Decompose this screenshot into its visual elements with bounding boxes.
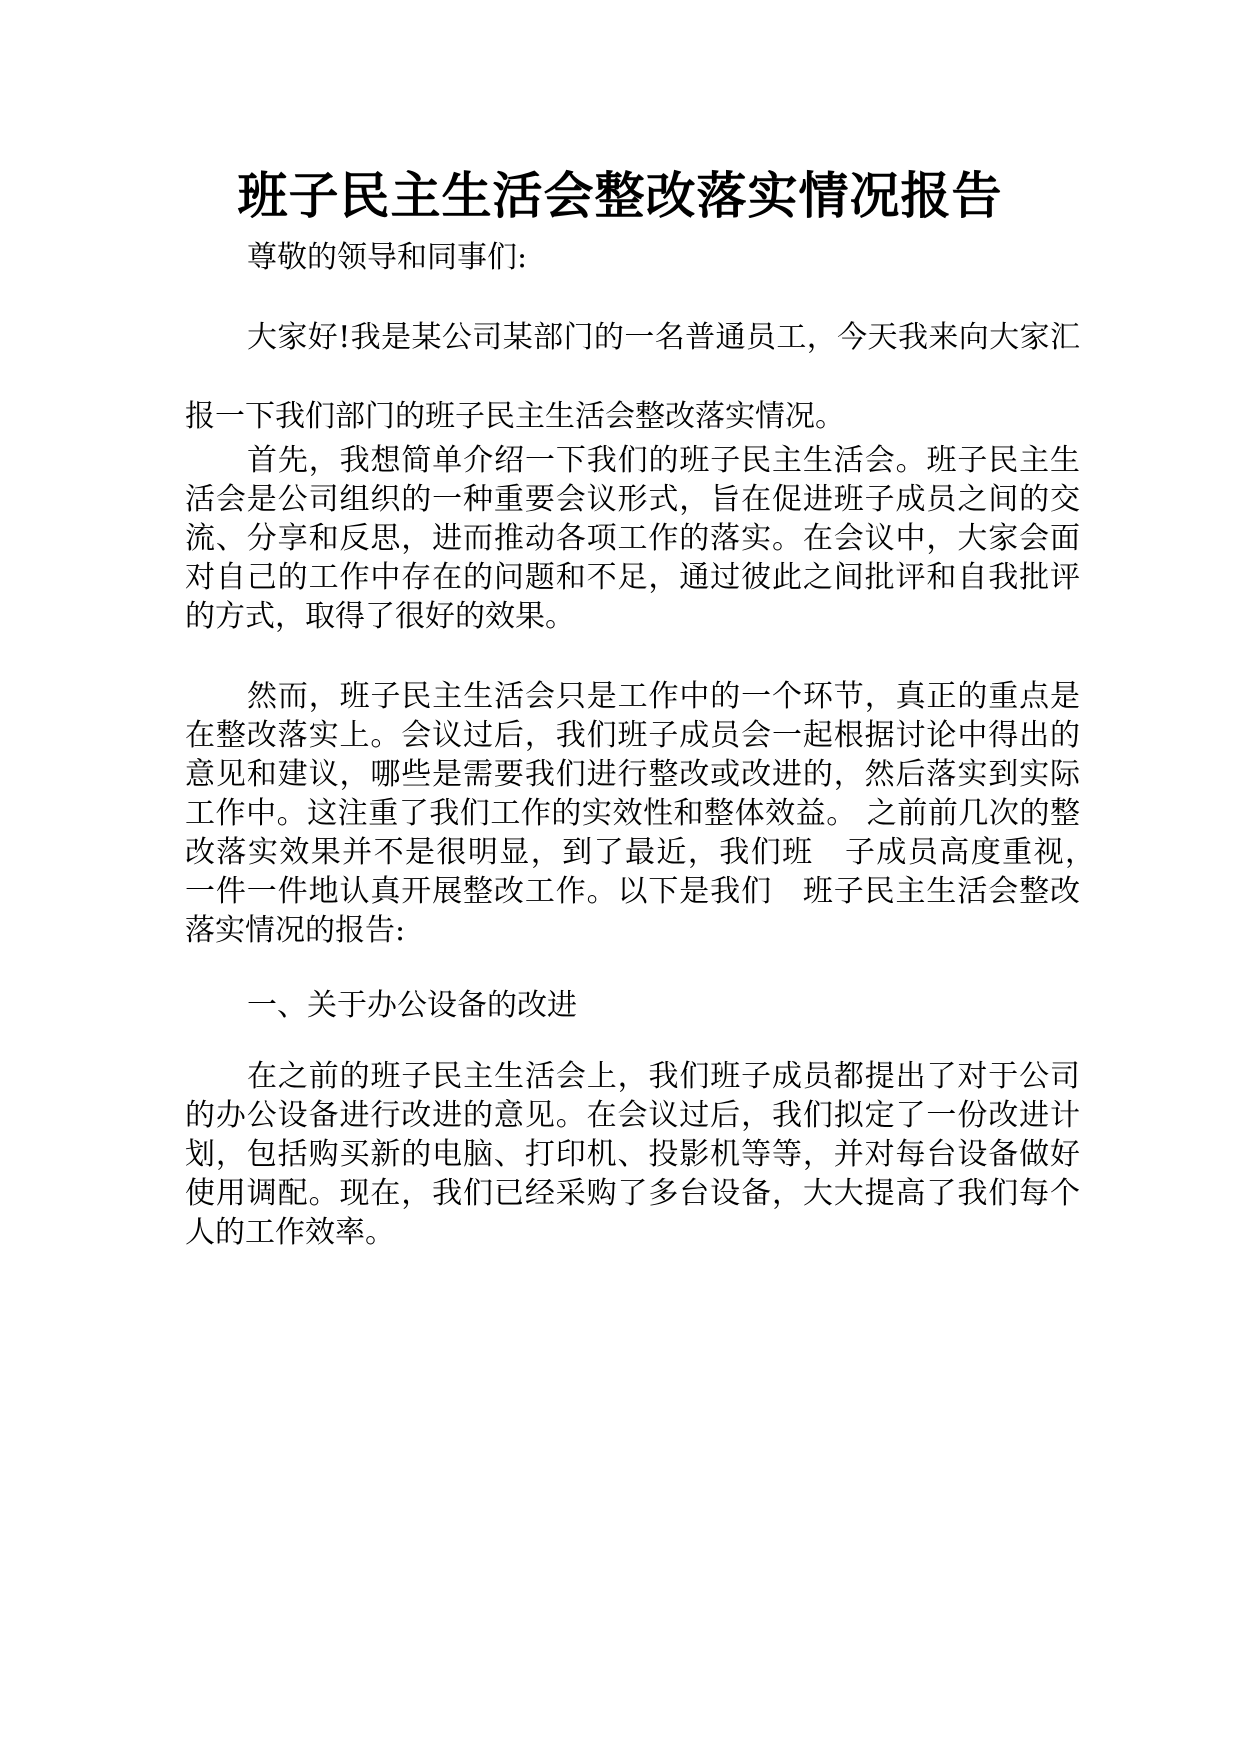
hello-paragraph: 大家好!我是某公司某部门的一名普通员工，今天我来向大家汇报一下我们部门的班子民主生活会整改落实情况。 [185, 320, 1080, 434]
however-paragraph: 然而，班子民主生活会只是工作中的一个环节，真正的重点是在整改落实上。会议过后，我们班子成员会一起根据讨论中得出的意见和建议，哪些是需要我们进行整改或改进的，然后落实到实际工作中。这注重了我们工作的实效性和整体效益。 之前前几次的整改落实效果并不是很明显，到了最近，我们班 子成员高度重视， 一件一件地认真开展整改工作。以下是我们 班子民主生活会整改落实情况的报告: [185, 679, 1110, 948]
intro-paragraph: 首先，我想简单介绍一下我们的班子民主生活会。班子民主生活会是公司组织的一种重要会议形式，旨在促进班子成员之间的交流、分享和反思，进而推动各项工作的落实。在会议中，大家会面对自己的工作中存在的问题和不足，通过彼此之间批评和自我批评的方式，取得了很好的效果。 [185, 443, 1080, 634]
greeting-paragraph: 尊敬的领导和同事们: [247, 240, 528, 275]
section1-heading: 一、关于办公设备的改进 [247, 988, 577, 1023]
document-title: 班子民主生活会整改落实情况报告 [237, 167, 1003, 225]
section1-body-paragraph: 在之前的班子民主生活会上，我们班子成员都提出了对于公司的办公设备进行改进的意见。在会议过后，我们拟定了一份改进计划，包括购买新的电脑、打印机、投影机等等，并对每台设备做好使用调配。现在，我们已经采购了多台设备，大大提高了我们每个人的工作效率。 [185, 1059, 1080, 1250]
